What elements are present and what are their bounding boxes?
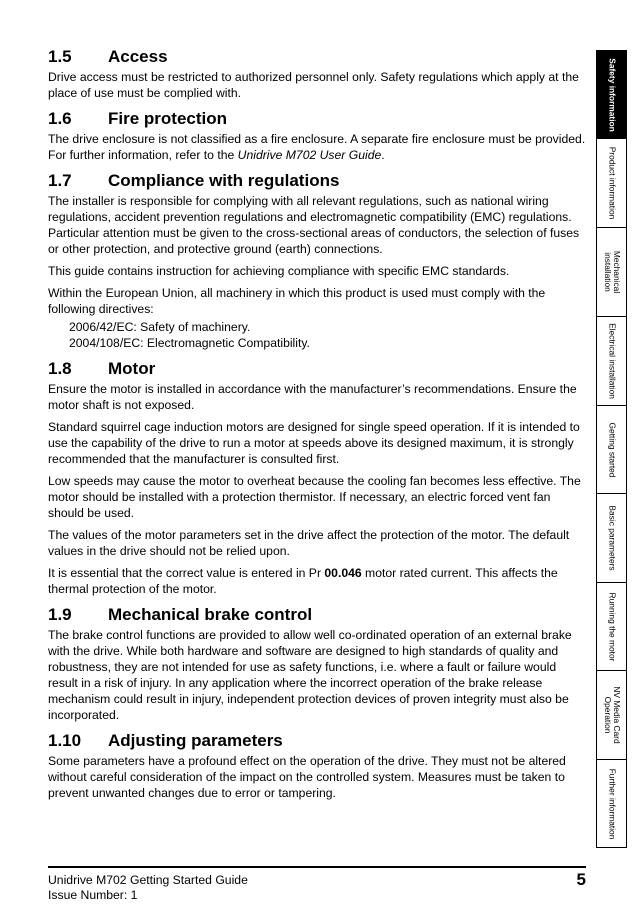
section-motor [48, 359, 586, 597]
paragraph: The values of the motor parameters set in the drive affect the protection of the motor. The default values in the drive should not be relied upon. [48, 528, 570, 558]
list-item: 2006/42/EC: Safety of machinery. [69, 320, 251, 334]
section-heading [48, 731, 586, 751]
paragraph-text: motor rated current. This affects the thermal protection of the motor. [48, 566, 558, 596]
paragraph: Standard squirrel cage induction motors are designed for single speed operation. If it is intended to use the capability of the drive to run a motor at speeds above its designed maximum, it is strongly recommended that the manufacturer is consulted first. [48, 420, 580, 466]
paragraph: Low speeds may cause the motor to overheat because the cooling fan becomes less effective. The motor should be installed with a protection thermistor. If necessary, an electric forced vent fan should be used. [48, 474, 581, 520]
section-heading [48, 109, 586, 129]
chapter-tabs [596, 50, 627, 848]
section-brake-control [48, 605, 586, 723]
paragraph-text: The drive enclosure is not classified as a fire enclosure. A separate fire enclosure must be provided. For further information, refer to the [48, 132, 586, 162]
section-title: Access [108, 47, 168, 66]
section-title: Mechanical brake control [108, 605, 313, 624]
tab-mechanical-installation[interactable] [597, 228, 626, 317]
section-heading [48, 171, 586, 191]
section-heading [48, 47, 586, 67]
tab-further-information[interactable] [597, 760, 626, 847]
section-title: Compliance with regulations [108, 171, 340, 190]
tab-product-information[interactable] [597, 139, 626, 228]
tab-label: Running the motor [607, 592, 617, 661]
section-number: 1.9 [48, 605, 72, 624]
section-number: 1.5 [48, 47, 72, 66]
tab-label: Getting started [607, 422, 617, 477]
section-number: 1.10 [48, 731, 82, 750]
tab-label: Safety information [607, 57, 617, 132]
paragraph-text: . [381, 148, 385, 162]
section-fire-protection [48, 109, 586, 163]
tab-nv-media-card-operation[interactable] [597, 671, 626, 760]
user-guide-reference: Unidrive M702 User Guide [237, 148, 382, 162]
directives-list [48, 319, 586, 351]
paragraph: Some parameters have a profound effect on the operation of the drive. They must not be altered without careful consideration of the impact on the controlled system. Measures must be taken to prevent unwanted changes due to error or tampering. [48, 754, 566, 800]
footer-guide-title: Unidrive M702 Getting Started Guide [48, 873, 248, 887]
section-title: Motor [108, 359, 156, 378]
section-adjusting-parameters [48, 731, 586, 801]
parameter-reference: 00.046 [324, 566, 362, 580]
list-item: 2004/108/EC: Electromagnetic Compatibility. [69, 336, 310, 350]
section-heading [48, 359, 586, 379]
paragraph: The brake control functions are provided to allow well co-ordinated operation of an external brake with the drive. While both hardware and software are designed to high standards of quality and robustness, they are not intended for use as safety functions, i.e. where a fault or failure would result in a risk of injury. In any application where the incorrect operation of the brake release mechanism could result in injury, independent protection devices of proven integrity must also be incorporated. [48, 628, 572, 722]
section-heading [48, 605, 586, 625]
paragraph: This guide contains instruction for achieving compliance with specific EMC standards. [48, 264, 510, 278]
section-access [48, 47, 586, 101]
tab-electrical-installation[interactable] [597, 317, 626, 406]
paragraph: Drive access must be restricted to authorized personnel only. Safety regulations which apply at the place of use must be complied with. [48, 70, 579, 100]
tab-running-the-motor[interactable] [597, 583, 626, 671]
page-content [48, 47, 586, 801]
page-number: 5 [576, 870, 586, 889]
footer [48, 873, 248, 903]
tab-label: Electrical installation [607, 323, 617, 399]
paragraph-text: It is essential that the correct value is entered in Pr [48, 566, 325, 580]
section-number: 1.7 [48, 171, 72, 190]
paragraph: Ensure the motor is installed in accordance with the manufacturer’s recommendations. Ensure the motor shaft is not exposed. [48, 382, 577, 412]
section-compliance [48, 171, 586, 351]
section-title: Adjusting parameters [108, 731, 283, 750]
tab-label: Further information [607, 768, 617, 839]
paragraph: The installer is responsible for complying with all relevant regulations, such as national wiring regulations, accident prevention regulations and electromagnetic compatibility (EMC) regulations. Particular attention must be given to the cross-sectional areas of conductors, the selection of fuses or other protection, and protective ground (earth) connections. [48, 194, 580, 256]
tab-basic-parameters[interactable] [597, 494, 626, 583]
section-title: Fire protection [108, 109, 228, 128]
tab-getting-started[interactable] [597, 406, 626, 494]
section-number: 1.8 [48, 359, 72, 378]
tab-label: Basic parameters [607, 505, 617, 571]
tab-label: Mechanical installation [602, 250, 622, 294]
tab-safety-information[interactable] [597, 51, 626, 139]
paragraph: Within the European Union, all machinery in which this product is used must comply with the following directives: [48, 286, 546, 316]
footer-issue-number: Issue Number: 1 [48, 888, 138, 902]
section-number: 1.6 [48, 109, 72, 128]
footer-divider [48, 866, 586, 868]
tab-label: NV Media Card Operation [602, 686, 622, 744]
paragraph [48, 565, 586, 597]
tab-label: Product information [607, 146, 617, 220]
paragraph [48, 131, 586, 163]
